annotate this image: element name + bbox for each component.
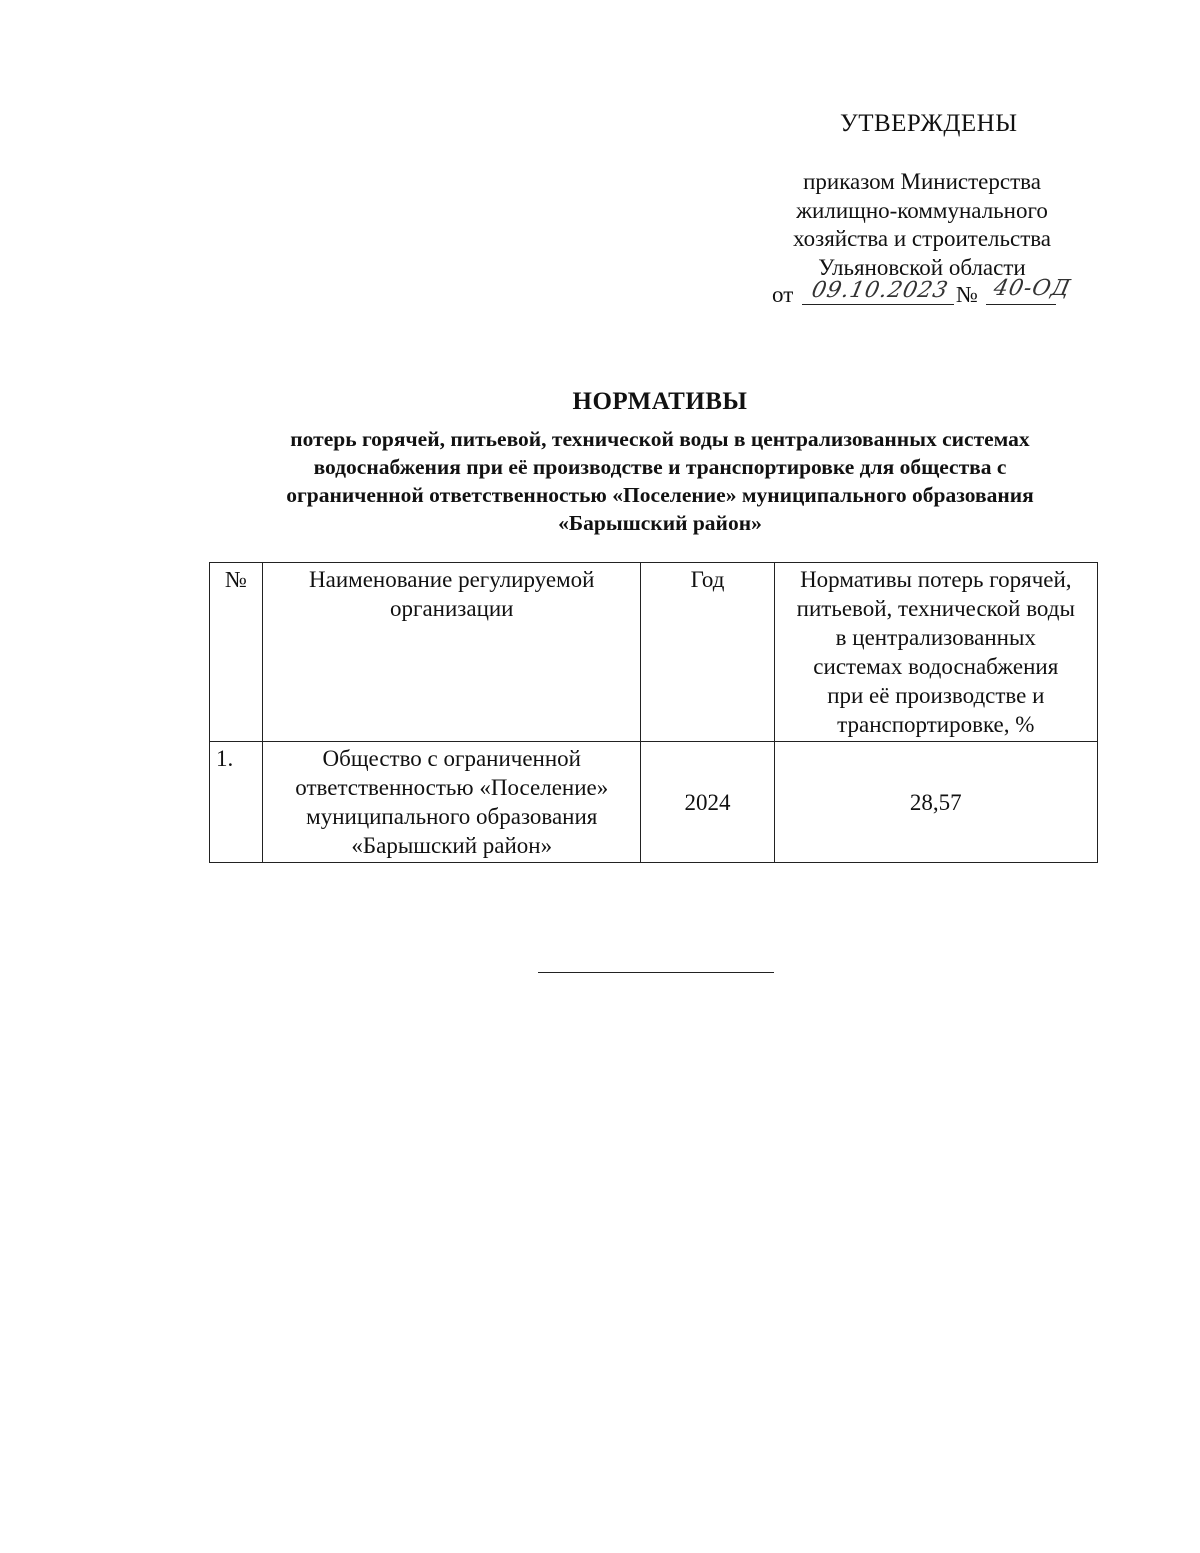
order-from-label: от — [772, 282, 794, 307]
header-line: Наименование регулируемой — [309, 567, 595, 592]
subtitle-line: потерь горячей, питьевой, технической воды в централизованных системах — [290, 427, 1030, 451]
header-line: питьевой, технической воды — [796, 596, 1075, 621]
header-line: при её производстве и — [827, 683, 1045, 708]
cell-norm-value: 28,57 — [774, 742, 1097, 863]
header-line: организации — [390, 596, 514, 621]
order-reference — [772, 278, 1102, 318]
header-line: системах водоснабжения — [813, 654, 1059, 679]
header-line: транспортировке, % — [837, 712, 1035, 737]
header-cell-norm — [774, 563, 1097, 742]
cell-line: ответственностью «Поселение» — [295, 775, 609, 800]
cell-organization — [263, 742, 641, 863]
order-number-underline — [986, 304, 1056, 305]
subtitle-line: ограниченной ответственностью «Поселение» муниципального образования — [286, 483, 1034, 507]
approval-line: хозяйства и строительства — [792, 226, 1052, 251]
header-line: Нормативы потерь горячей, — [800, 567, 1072, 592]
header-cell-number: № — [210, 563, 263, 742]
subtitle-line: «Барышский район» — [558, 511, 762, 535]
cell-line: Общество с ограниченной — [322, 746, 581, 771]
approval-block — [772, 168, 1072, 282]
approved-heading: УТВЕРЖДЕНЫ — [840, 110, 1018, 137]
table-row — [210, 742, 1098, 863]
order-date-underline — [802, 304, 954, 305]
cell-line: муниципального образования — [306, 804, 598, 829]
header-line: в централизованных — [835, 625, 1036, 650]
approval-line: приказом Министерства — [803, 169, 1041, 194]
approval-line: Ульяновской области — [818, 254, 1026, 280]
order-number-label: № — [956, 282, 978, 307]
approval-line: жилищно-коммунального — [796, 197, 1048, 223]
norms-table — [209, 562, 1098, 863]
order-date-handwritten: 09.10.2023 — [809, 278, 951, 303]
subtitle-line: водоснабжения при её производстве и транспортировке для общества с — [313, 455, 1007, 479]
document-title: НОРМАТИВЫ — [572, 388, 748, 415]
cell-number: 1. — [210, 742, 263, 863]
header-cell-year: Год — [641, 563, 774, 742]
header-cell-organization — [263, 563, 641, 742]
table-header-row — [210, 563, 1098, 742]
closing-rule — [538, 972, 774, 973]
document-subtitle — [218, 425, 1102, 537]
order-number-handwritten: 40-ОД — [991, 276, 1074, 301]
cell-line: «Барышский район» — [351, 833, 553, 858]
cell-year: 2024 — [641, 742, 774, 863]
